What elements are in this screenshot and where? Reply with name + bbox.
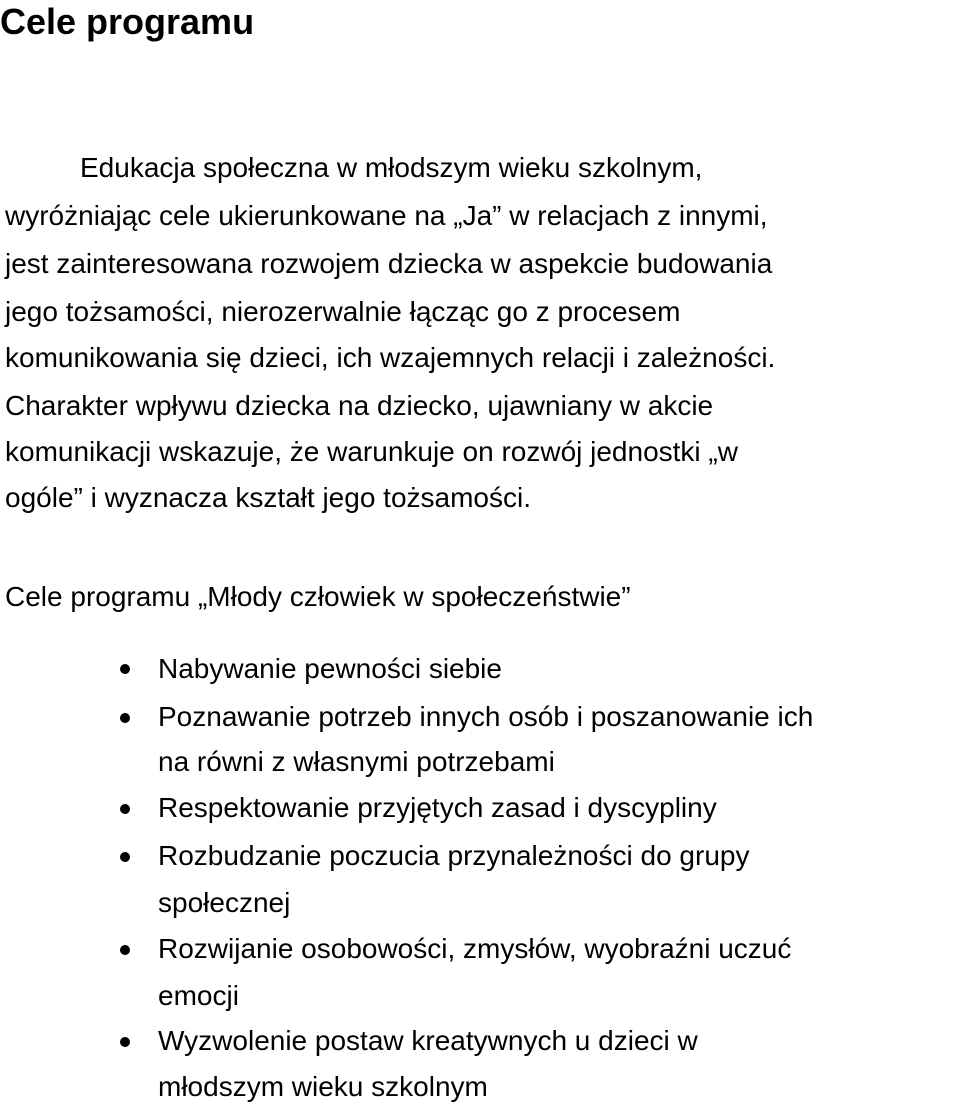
goal-text: Wyzwolenie postaw kreatywnych u dzieci w (158, 1025, 698, 1056)
goal-text: Nabywanie pewności siebie (158, 653, 502, 684)
goal-text-continued: młodszym wieku szkolnym (158, 1071, 488, 1102)
goal-text-continued: emocji (158, 980, 239, 1011)
goal-text: Poznawanie potrzeb innych osób i poszanowanie ich (158, 701, 814, 732)
intro-line: komunikacji wskazuje, że warunkuje on rozwój jednostki „w (5, 436, 738, 467)
bullet-icon (120, 713, 130, 723)
goal-text: Rozwijanie osobowości, zmysłów, wyobraźni uczuć (158, 933, 792, 964)
intro-line: wyróżniając cele ukierunkowane na „Ja” w relacjach z innymi, (5, 200, 768, 231)
goal-text-continued: społecznej (158, 887, 291, 918)
intro-line: Edukacja społeczna w młodszym wieku szkolnym, (80, 152, 703, 183)
bullet-icon (120, 945, 130, 955)
goal-text-continued: na równi z własnymi potrzebami (158, 746, 555, 777)
bullet-icon (120, 664, 130, 674)
goal-text: Respektowanie przyjętych zasad i dyscypliny (158, 792, 717, 823)
bullet-icon (120, 852, 130, 862)
bullet-icon (120, 1037, 130, 1047)
intro-line: Charakter wpływu dziecka na dziecko, ujawniany w akcie (5, 390, 714, 421)
program-goals-heading: Cele programu „Młody człowiek w społeczeństwie” (5, 581, 631, 612)
intro-line: komunikowania się dzieci, ich wzajemnych relacji i zależności. (5, 342, 776, 373)
intro-line: jest zainteresowana rozwojem dziecka w aspekcie budowania (5, 248, 773, 279)
intro-line: jego tożsamości, nierozerwalnie łącząc go z procesem (5, 296, 681, 327)
bullet-icon (120, 804, 130, 814)
page-title: Cele programu (0, 1, 255, 42)
goal-text: Rozbudzanie poczucia przynależności do grupy (158, 840, 750, 871)
intro-line: ogóle” i wyznacza kształt jego tożsamości. (5, 482, 531, 513)
